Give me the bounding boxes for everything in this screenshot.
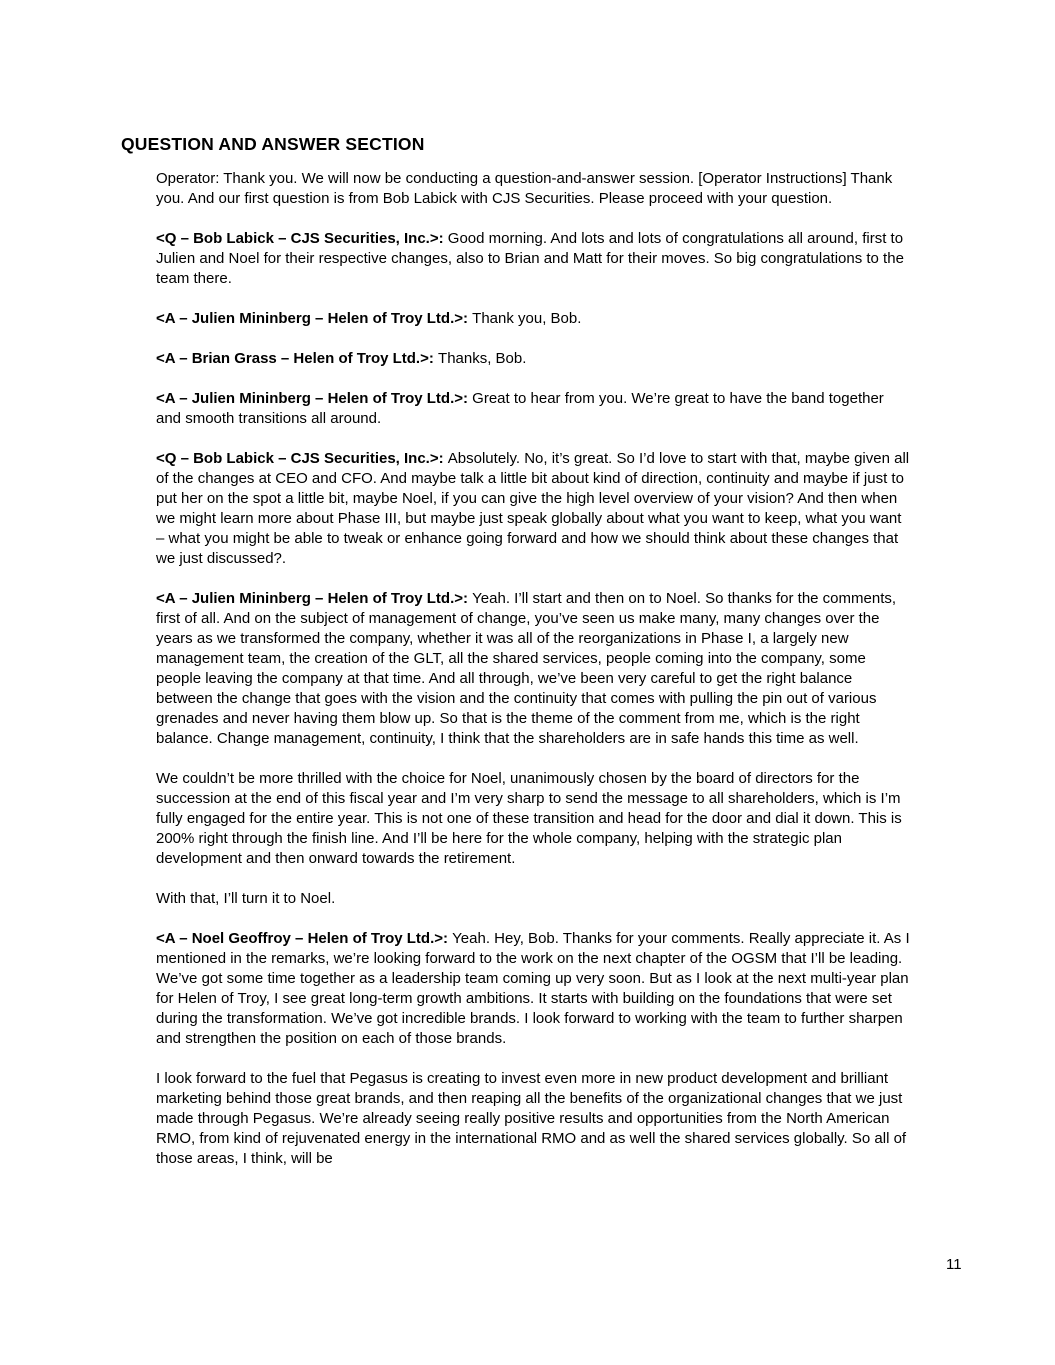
paragraph-text: Good morning. And lots and lots of congratulations all around, first to Julien and Noel for their respective changes, also to Brian and Matt for their moves. So big congratulations to the team there. bbox=[156, 230, 904, 287]
paragraph-text: Great to hear from you. We’re great to have the band together and smooth transitions all around. bbox=[156, 390, 884, 427]
transcript-paragraph-answer bbox=[156, 309, 912, 329]
paragraph-text: Yeah. I’ll start and then on to Noel. So thanks for the comments, first of all. And on the subject of management of change, you’ve seen us make many, many changes over the years as we transformed the company, whether it was all of the reorganizations in Phase I, a largely new management team, the creation of the GLT, all the shared services, people coming into the company, some people leaving the company at that time. And all through, we’ve been very careful to get the right balance between the change that goes with the vision and the continuity that comes with pulling the pin out of various grenades and never having them blow up. So that is the theme of the comment from me, which is the right balance. Change management, continuity, I think that the shareholders are in safe hands this time as well. bbox=[156, 590, 897, 747]
transcript-content bbox=[156, 169, 912, 1189]
speaker-label: <A – Julien Mininberg – Helen of Troy Ltd.>: bbox=[156, 390, 473, 407]
transcript-paragraph-answer bbox=[156, 349, 912, 369]
transcript-paragraph-answer bbox=[156, 589, 912, 749]
speaker-label: <A – Noel Geoffroy – Helen of Troy Ltd.>: bbox=[156, 930, 453, 947]
section-title: QUESTION AND ANSWER SECTION bbox=[121, 133, 425, 154]
transcript-paragraph-operator bbox=[156, 169, 912, 209]
paragraph-text: Yeah. Hey, Bob. Thanks for your comments. Really appreciate it. As I mentioned in the remarks, we’re looking forward to the work on the next chapter of the OGSM that I’ll be leading. We’ve got some time together as a leadership team coming up very soon. But as I look at the next multi-year plan for Helen of Troy, I see great long-term growth ambitions. It starts with building on the foundations that were set during the transformation. We’ve got incredible brands. I look forward to working with the team to further sharpen and strengthen the position on each of those brands. bbox=[156, 930, 910, 1047]
paragraph-text: I look forward to the fuel that Pegasus is creating to invest even more in new product development and brilliant marketing behind those great brands, and then reaping all the benefits of the organizational changes that we just made through Pegasus. We’re already seeing really positive results and opportunities from the North American RMO, from kind of rejuvenated energy in the international RMO and as well the shared services globally. So all of those areas, I think, will be bbox=[156, 1070, 907, 1167]
paragraph-text: Absolutely. No, it’s great. So I’d love to start with that, maybe given all of the changes at CEO and CFO. And maybe talk a little bit about kind of direction, continuity and maybe if just to put her on the spot a little bit, maybe Noel, if you can give the high level overview of your vision? And then when we might learn more about Phase III, but maybe just speak globally about what you want to keep, what you want – what you might be able to tweak or enhance going forward and how we should think about these changes that we just discussed?. bbox=[156, 450, 910, 567]
speaker-label: <Q – Bob Labick – CJS Securities, Inc.>: bbox=[156, 230, 448, 247]
transcript-paragraph-answer bbox=[156, 929, 912, 1049]
speaker-label: <A – Brian Grass – Helen of Troy Ltd.>: bbox=[156, 350, 439, 367]
transcript-paragraph-continuation bbox=[156, 769, 912, 869]
paragraph-text: We couldn’t be more thrilled with the choice for Noel, unanimously chosen by the board of directors for the succession at the end of this fiscal year and I’m very sharp to send the message to all shareholders, which is I’m fully engaged for the entire year. This is not one of these transition and head for the door and dial it down. This is 200% right through the finish line. And I’ll be here for the whole company, helping with the strategic plan development and then onward towards the retirement. bbox=[156, 770, 902, 867]
transcript-paragraph-continuation bbox=[156, 889, 912, 909]
speaker-label: <A – Julien Mininberg – Helen of Troy Ltd.>: bbox=[156, 590, 473, 607]
transcript-paragraph-continuation bbox=[156, 1069, 912, 1169]
transcript-paragraph-answer bbox=[156, 389, 912, 429]
transcript-paragraph-question bbox=[156, 229, 912, 289]
speaker-label: <A – Julien Mininberg – Helen of Troy Ltd.>: bbox=[156, 310, 473, 327]
speaker-label: <Q – Bob Labick – CJS Securities, Inc.>: bbox=[156, 450, 448, 467]
page-number: 11 bbox=[946, 1256, 962, 1273]
paragraph-text: Thank you, Bob. bbox=[472, 310, 582, 327]
paragraph-text: Operator: Thank you. We will now be conducting a question-and-answer session. [Operator Instructions] Thank you. And our first question is from Bob Labick with CJS Securities. Please proceed with your question. bbox=[156, 170, 893, 207]
paragraph-text: With that, I’ll turn it to Noel. bbox=[156, 890, 336, 907]
paragraph-text: Thanks, Bob. bbox=[438, 350, 527, 367]
transcript-paragraph-question bbox=[156, 449, 912, 569]
